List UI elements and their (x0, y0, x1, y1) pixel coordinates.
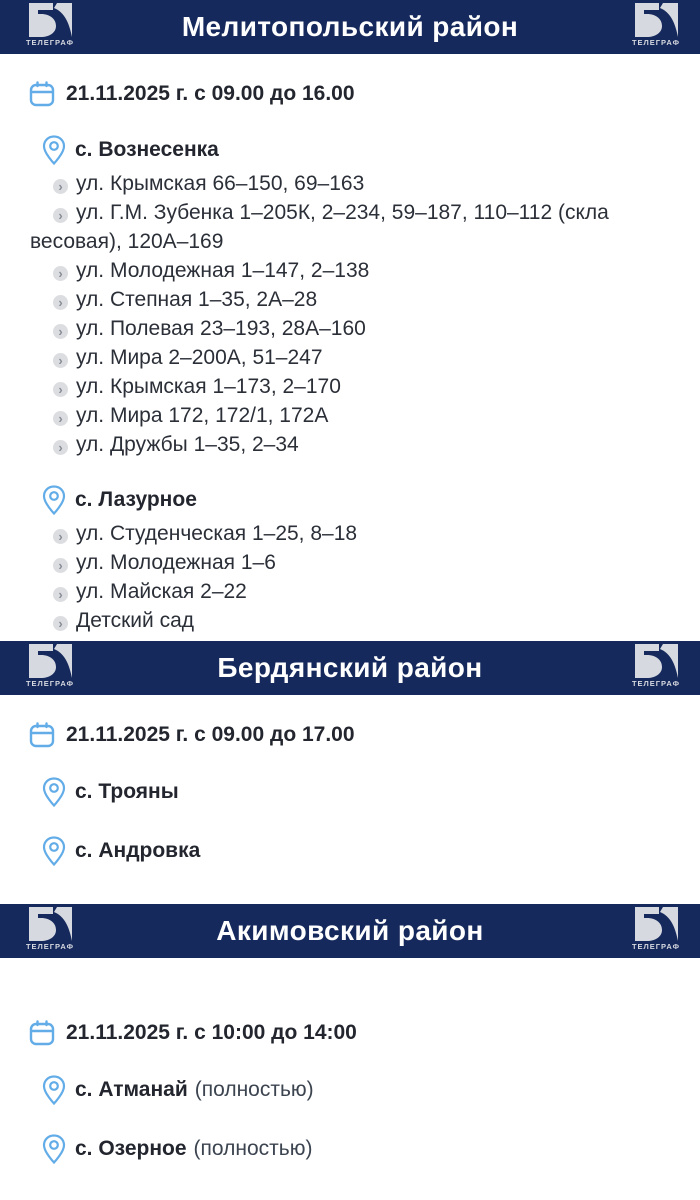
street-text: ул. Мира 172, 172/1, 172А (76, 404, 329, 427)
telegraf-logo (22, 906, 78, 951)
telegraf-logo-text: ТЕЛЕГРАФ (25, 38, 75, 47)
outage-date-row (28, 721, 700, 749)
telegraf-logo-icon (27, 906, 73, 942)
street-item (30, 519, 676, 548)
street-list (0, 169, 700, 459)
district-title: Мелитопольский район (181, 11, 519, 42)
calendar-icon (28, 721, 56, 749)
street-item (30, 401, 676, 430)
place-name: с. Трояны (75, 780, 179, 803)
chevron-bullet-icon: › (53, 616, 68, 631)
street-text: ул. Студенческая 1–25, 8–18 (76, 522, 358, 545)
street-text: ул. Степная 1–35, 2А–28 (76, 288, 318, 311)
telegraf-logo-icon (27, 2, 73, 38)
telegraf-logo (22, 2, 78, 47)
street-text: ул. Дружбы 1–35, 2–34 (76, 433, 299, 456)
telegraf-logo-icon (633, 643, 679, 679)
location-pin-icon (42, 485, 66, 515)
telegraf-logo-icon (633, 2, 679, 38)
location-pin-icon (42, 1075, 66, 1105)
chevron-bullet-icon: › (53, 587, 68, 602)
chevron-bullet-icon: › (53, 324, 68, 339)
place-row (42, 1075, 700, 1105)
telegraf-logo-icon (633, 906, 679, 942)
chevron-bullet-icon: › (53, 558, 68, 573)
calendar-icon (28, 1019, 56, 1047)
place-row (42, 777, 700, 807)
street-text: ул. Г.М. Зубенка 1–205К, 2–234, 59–187, 110–112 (скла весовая), 120А–169 (30, 201, 609, 253)
place-name: с. Андровка (75, 839, 201, 862)
street-item (30, 548, 676, 577)
location-pin-icon (42, 836, 66, 866)
chevron-bullet-icon: › (53, 179, 68, 194)
telegraf-logo-text: ТЕЛЕГРАФ (631, 38, 681, 47)
place-row (42, 1134, 700, 1164)
chevron-bullet-icon: › (53, 353, 68, 368)
chevron-bullet-icon: › (53, 411, 68, 426)
place-name: с. Озерное (75, 1137, 187, 1160)
street-item (30, 314, 676, 343)
street-item (30, 256, 676, 285)
street-item (30, 606, 676, 635)
street-text: Детский сад (76, 609, 195, 632)
district-header (0, 904, 700, 958)
place-name: с. Вознесенка (75, 138, 219, 161)
telegraf-logo-text: ТЕЛЕГРАФ (631, 942, 681, 951)
street-text: ул. Молодежная 1–147, 2–138 (76, 259, 370, 282)
telegraf-logo (22, 643, 78, 688)
location-pin-icon (42, 135, 66, 165)
telegraf-logo (628, 2, 684, 47)
location-pin-icon (42, 777, 66, 807)
place-suffix: (полностью) (193, 1137, 313, 1160)
location-pin-icon (42, 1134, 66, 1164)
outage-date: 21.11.2025 г. с 09.00 до 16.00 (66, 82, 355, 105)
chevron-bullet-icon: › (53, 266, 68, 281)
street-item (30, 577, 676, 606)
district-title: Акимовский район (216, 915, 484, 946)
street-text: ул. Мира 2–200А, 51–247 (76, 346, 323, 369)
district-header (0, 641, 700, 695)
place-suffix: (полностью) (194, 1078, 314, 1101)
district-section-akimovsky (0, 904, 700, 1164)
street-item (30, 285, 676, 314)
street-text: ул. Крымская 66–150, 69–163 (76, 172, 365, 195)
chevron-bullet-icon: › (53, 382, 68, 397)
outage-date: 21.11.2025 г. с 09.00 до 17.00 (66, 723, 355, 746)
street-text: ул. Майская 2–22 (76, 580, 247, 603)
place-block (0, 485, 700, 635)
street-text: ул. Полевая 23–193, 28А–160 (76, 317, 366, 340)
telegraf-logo (628, 906, 684, 951)
telegraf-logo-text: ТЕЛЕГРАФ (25, 679, 75, 688)
street-item (30, 372, 676, 401)
place-row (42, 836, 700, 866)
street-item (30, 198, 676, 256)
telegraf-logo-text: ТЕЛЕГРАФ (25, 942, 75, 951)
district-section-berdyansky (0, 641, 700, 866)
place-row (42, 135, 700, 165)
street-item (30, 430, 676, 459)
outage-date-row (28, 80, 700, 108)
place-name: с. Атманай (75, 1078, 188, 1101)
chevron-bullet-icon: › (53, 208, 68, 223)
telegraf-logo-icon (27, 643, 73, 679)
telegraf-logo (628, 643, 684, 688)
outage-date-row (28, 1019, 700, 1047)
place-row (42, 485, 700, 515)
outage-date: 21.11.2025 г. с 10:00 до 14:00 (66, 1021, 357, 1044)
place-block (0, 135, 700, 459)
street-text: ул. Крымская 1–173, 2–170 (76, 375, 341, 398)
place-name: с. Лазурное (75, 488, 197, 511)
street-item (30, 343, 676, 372)
street-text: ул. Молодежная 1–6 (76, 551, 276, 574)
chevron-bullet-icon: › (53, 529, 68, 544)
calendar-icon (28, 80, 56, 108)
chevron-bullet-icon: › (53, 440, 68, 455)
street-list (0, 519, 700, 635)
telegraf-logo-text: ТЕЛЕГРАФ (631, 679, 681, 688)
chevron-bullet-icon: › (53, 295, 68, 310)
street-item (30, 169, 676, 198)
district-header (0, 0, 700, 54)
district-title: Бердянский район (217, 652, 483, 683)
